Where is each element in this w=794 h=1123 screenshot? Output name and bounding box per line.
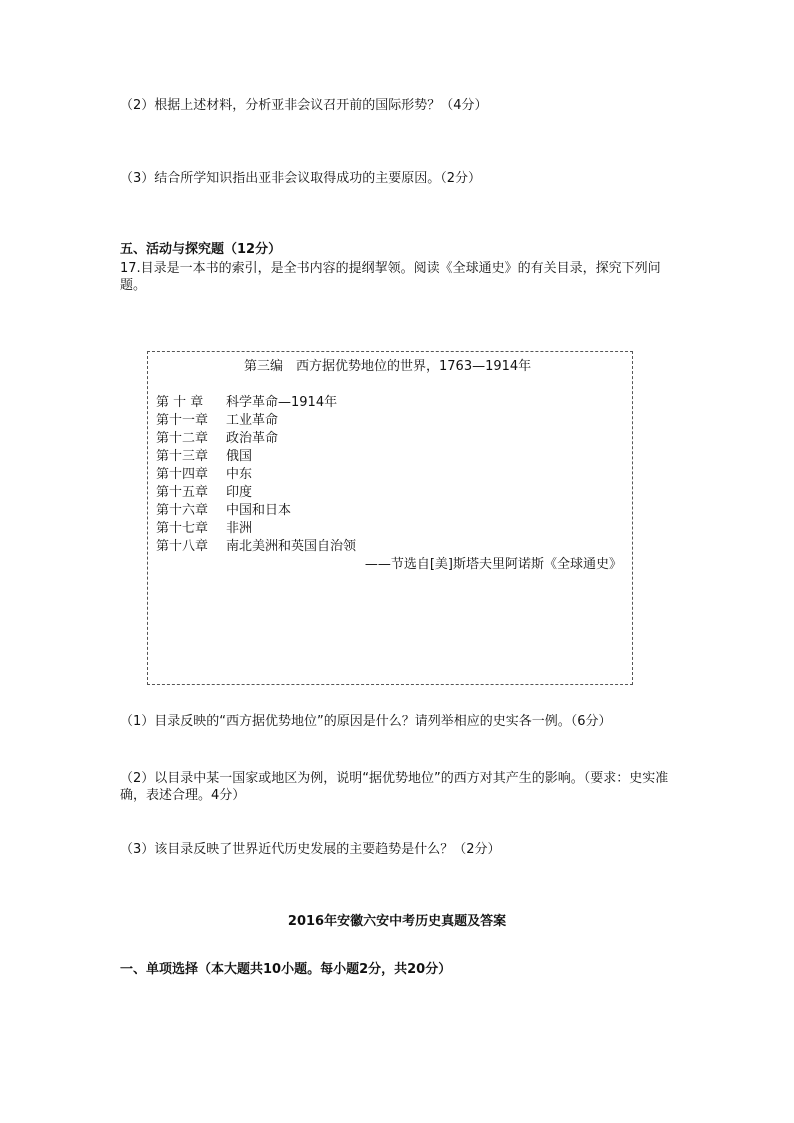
toc-chapter-number: 第十五章 (156, 485, 209, 500)
toc-chapter-name: 非洲 (226, 521, 253, 536)
toc-chapter-name: 中国和日本 (226, 503, 292, 518)
toc-chapter-row (156, 394, 356, 412)
toc-chapter-name: 南北美洲和英国自治领 (226, 539, 357, 554)
toc-chapter-row (156, 448, 356, 466)
toc-chapter-row (156, 484, 356, 502)
table-of-contents-box (147, 351, 633, 685)
toc-chapter-number: 第十七章 (156, 521, 209, 536)
q16-part3-question: （3）结合所学知识指出亚非会议取得成功的主要原因。（2分） (120, 171, 482, 186)
q16-part2-question: （2）根据上述材料，分析亚非会议召开前的国际形势？（4分） (120, 98, 488, 113)
toc-part-title: 第三编 西方据优势地位的世界，1763—1914年 (244, 359, 532, 374)
toc-chapter-row (156, 466, 356, 484)
toc-chapter-name: 印度 (226, 485, 253, 500)
toc-chapter-name: 俄国 (226, 449, 253, 464)
toc-chapter-name: 工业革命 (226, 413, 279, 428)
toc-chapter-name: 科学革命—1914年 (226, 395, 338, 410)
toc-chapter-number: 第十六章 (156, 503, 209, 518)
q17-part3-question: （3）该目录反映了世界近代历史发展的主要趋势是什么？（2分） (120, 842, 501, 857)
toc-chapter-name: 中东 (226, 467, 253, 482)
toc-chapter-number: 第 十 章 (156, 395, 204, 410)
toc-chapter-row (156, 502, 356, 520)
toc-chapter-number: 第十四章 (156, 467, 209, 482)
q17-part2-question: （2）以目录中某一国家或地区为例，说明“据优势地位”的西方对其产生的影响。（要求：史实准确，表述合理。4分） (120, 771, 669, 803)
toc-chapter-number: 第十八章 (156, 539, 209, 554)
toc-chapter-list (156, 394, 356, 556)
toc-chapter-name: 政治革命 (226, 431, 279, 446)
toc-chapter-number: 第十三章 (156, 449, 209, 464)
toc-chapter-number: 第十二章 (156, 431, 209, 446)
toc-chapter-row (156, 538, 356, 556)
toc-chapter-row (156, 412, 356, 430)
section5-heading: 五、活动与探究题（12分） (120, 242, 282, 257)
q17-part1-question: （1）目录反映的“西方据优势地位”的原因是什么？请列举相应的史实各一例。（6分） (120, 714, 612, 729)
exam-title: 2016年安徽六安中考历史真题及答案 (287, 914, 507, 929)
toc-chapter-row (156, 430, 356, 448)
section1-heading: 一、单项选择（本大题共10小题。每小题2分，共20分） (120, 962, 452, 977)
toc-chapter-row (156, 520, 356, 538)
toc-source-citation: ——节选自[美]斯塔夫里阿诺斯《全球通史》 (364, 557, 622, 572)
toc-chapter-number: 第十一章 (156, 413, 209, 428)
q17-intro: 17.目录是一本书的索引，是全书内容的提纲挈领。阅读《全球通史》的有关目录，探究下列问题。 (120, 261, 661, 293)
